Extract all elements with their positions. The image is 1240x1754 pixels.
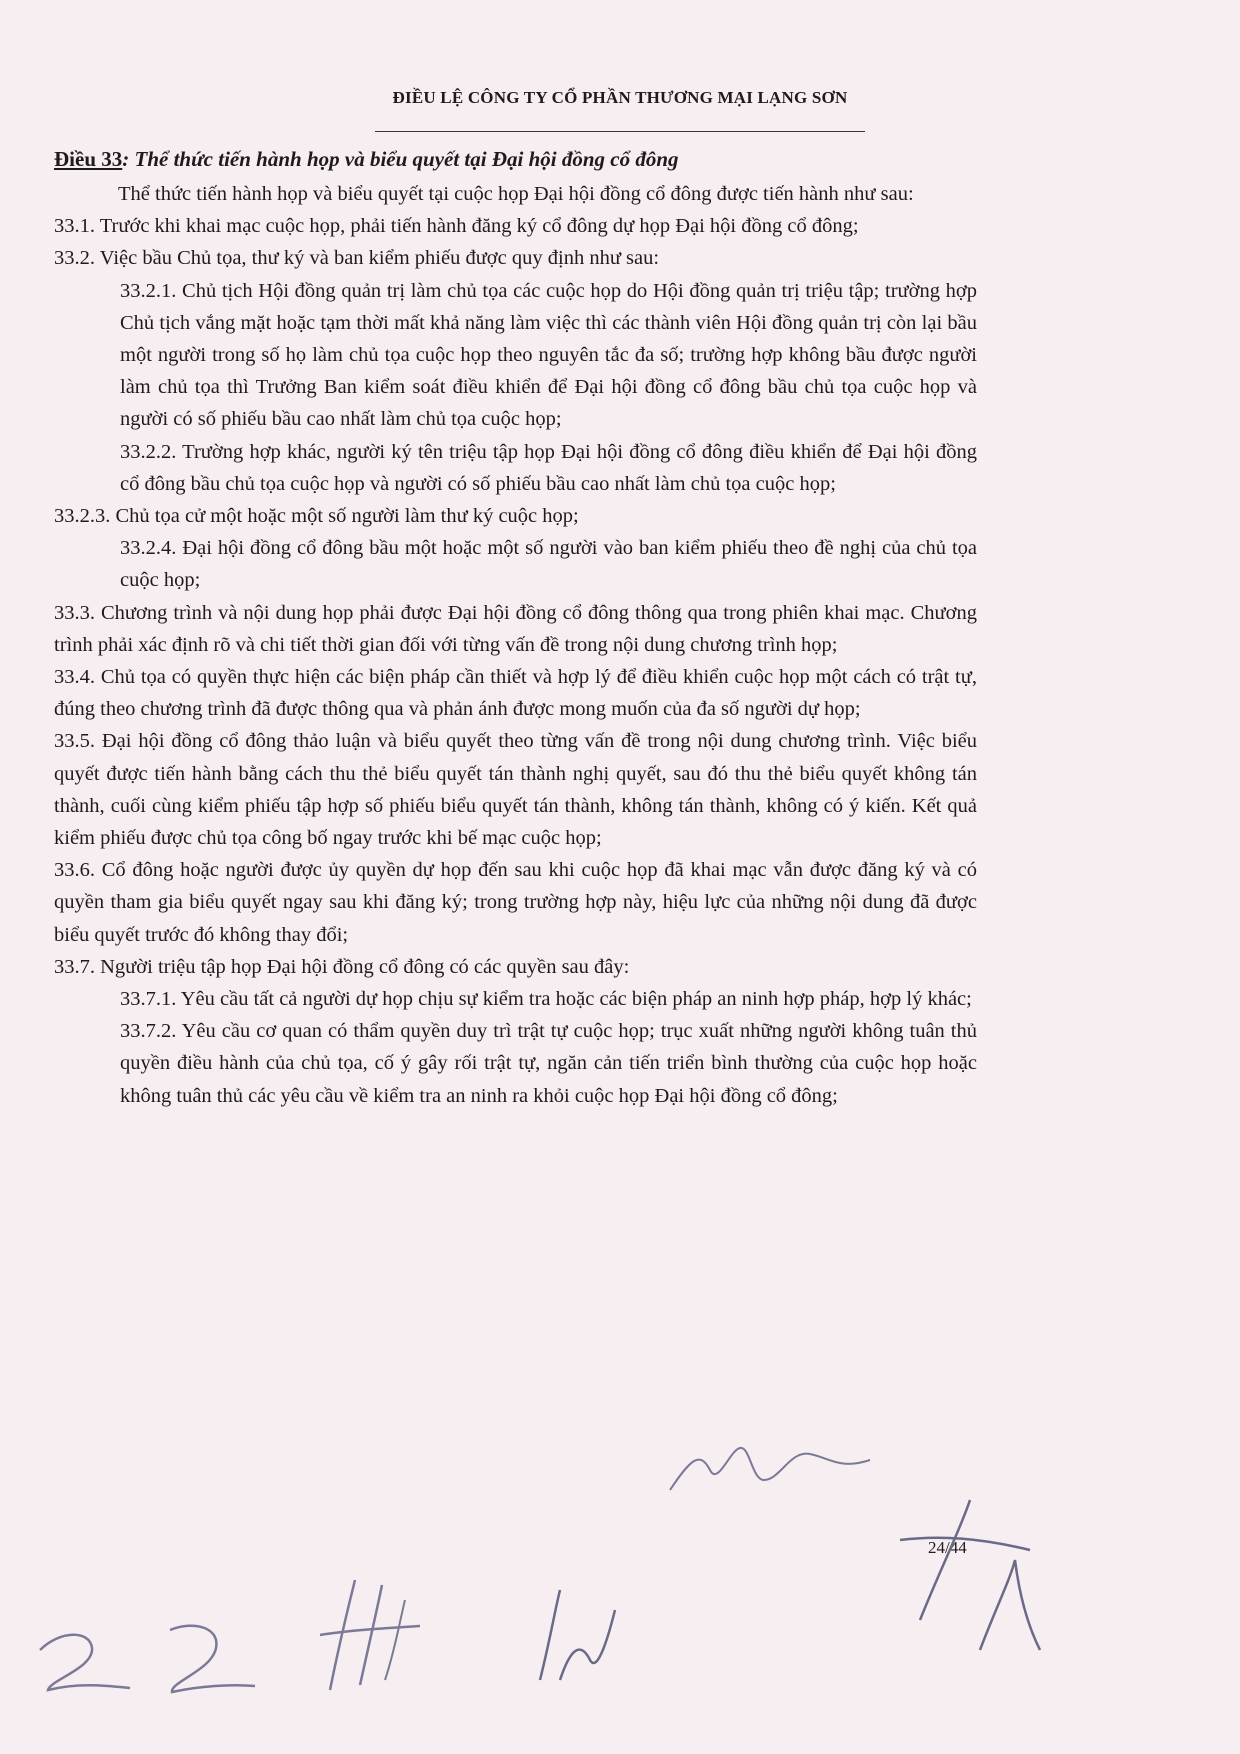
initial-signature-5 — [880, 1480, 1060, 1670]
clause-33-2-3: 33.2.3. Chủ tọa cử một hoặc một số người làm thư ký cuộc họp; — [54, 505, 579, 528]
clause-33-4: 33.4. Chủ tọa có quyền thực hiện các biện pháp cần thiết và hợp lý để điều khiển cuộc họp một cách có trật tự, đúng theo chương trình đã được thông qua và phản ánh được mong muốn của đa số người dự họp; — [54, 666, 977, 721]
clause-33-2-4: 33.2.4. Đại hội đồng cổ đông bầu một hoặc một số người vào ban kiểm phiếu theo đề nghị của chủ tọa cuộc họp; — [120, 537, 977, 592]
page-number: 24/44 — [928, 1538, 967, 1557]
article-body — [54, 178, 977, 1112]
initial-signature-3 — [520, 1570, 640, 1710]
clause-33-7-2: 33.7.2. Yêu cầu cơ quan có thẩm quyền duy trì trật tự cuộc họp; trục xuất những người không tuân thủ quyền điều hành của chủ tọa, cố ý gây rối trật tự, ngăn cản tiến triển bình thường của cuộc họp hoặc không tuân thủ các yêu cầu về kiểm tra an ninh ra khỏi cuộc họp Đại hội đồng cổ đông; — [120, 1020, 977, 1107]
article-title: : Thể thức tiến hành họp và biểu quyết tại Đại hội đồng cổ đông — [122, 147, 679, 171]
clause-33-7-1: 33.7.1. Yêu cầu tất cả người dự họp chịu sự kiểm tra hoặc các biện pháp an ninh hợp pháp, hợp lý khác; — [120, 988, 972, 1011]
clause-33-2-2: 33.2.2. Trường hợp khác, người ký tên triệu tập họp Đại hội đồng cổ đông điều khiển để Đại hội đồng cổ đông bầu chủ tọa cuộc họp và người có số phiếu bầu cao nhất làm chủ tọa cuộc họp; — [120, 440, 977, 495]
initial-signature-1 — [20, 1590, 270, 1720]
clause-33-7: 33.7. Người triệu tập họp Đại hội đồng cổ đông có các quyền sau đây: — [54, 955, 630, 978]
clause-33-5: 33.5. Đại hội đồng cổ đông thảo luận và biểu quyết theo từng vấn đề trong nội dung chương trình. Việc biểu quyết được tiến hành bằng cách thu thẻ biểu quyết tán thành nghị quyết, sau đó thu thẻ biểu quyết không tán thành, cuối cùng kiểm phiếu tập hợp số phiếu biểu quyết tán thành, không tán thành, không có ý kiến. Kết quả kiểm phiếu được chủ tọa công bố ngay trước khi bế mạc cuộc họp; — [54, 730, 977, 850]
header-rule — [375, 131, 865, 132]
clause-33-1: 33.1. Trước khi khai mạc cuộc họp, phải tiến hành đăng ký cổ đông dự họp Đại hội đồng cổ đông; — [54, 215, 859, 238]
initial-signature-4 — [660, 1430, 880, 1520]
article-heading — [54, 147, 1174, 172]
initial-signature-2 — [300, 1560, 440, 1710]
clause-33-2-1: 33.2.1. Chủ tịch Hội đồng quản trị làm chủ tọa các cuộc họp do Hội đồng quản trị triệu tập; trường hợp Chủ tịch vắng mặt hoặc tạm thời mất khả năng làm việc thì các thành viên Hội đồng quản trị còn lại bầu một người trong số họ làm chủ tọa cuộc họp theo nguyên tắc đa số; trường hợp không bầu được người làm chủ tọa thì Trưởng Ban kiểm soát điều khiển để Đại hội đồng cổ đông bầu chủ tọa cuộc họp và người có số phiếu bầu cao nhất làm chủ tọa cuộc họp; — [120, 279, 977, 431]
document-header: ĐIỀU LỆ CÔNG TY CỔ PHẦN THƯƠNG MẠI LẠNG SƠN — [392, 88, 848, 107]
clause-33-3: 33.3. Chương trình và nội dung họp phải được Đại hội đồng cổ đông thông qua trong phiên khai mạc. Chương trình phải xác định rõ và chi tiết thời gian đối với từng vấn đề trong nội dung chương trình họp; — [54, 601, 977, 656]
article-label: Điều 33 — [54, 147, 123, 171]
clause-33-6: 33.6. Cổ đông hoặc người được ủy quyền dự họp đến sau khi cuộc họp đã khai mạc vẫn được đăng ký và có quyền tham gia biểu quyết ngay sau khi đăng ký; trong trường hợp này, hiệu lực của những nội dung đã được biểu quyết trước đó không thay đổi; — [54, 859, 977, 946]
clause-33-2: 33.2. Việc bầu Chủ tọa, thư ký và ban kiểm phiếu được quy định như sau: — [54, 247, 660, 270]
article-intro: Thể thức tiến hành họp và biểu quyết tại cuộc họp Đại hội đồng cổ đông được tiến hành như sau: — [118, 183, 914, 205]
